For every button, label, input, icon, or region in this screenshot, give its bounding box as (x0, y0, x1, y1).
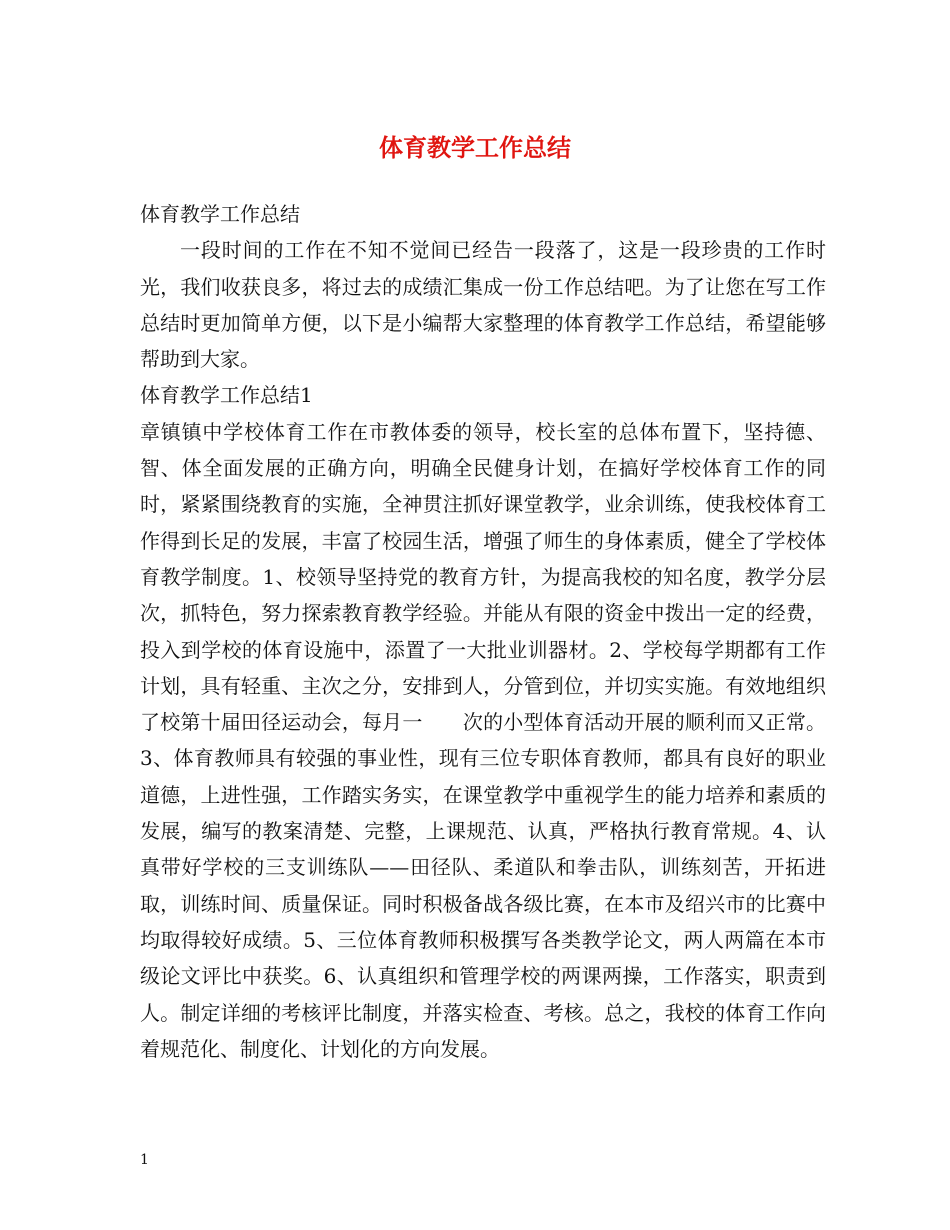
document-title: 体育教学工作总结 (379, 133, 571, 162)
section-heading: 体育教学工作总结 (140, 202, 300, 226)
body-paragraph: 章镇镇中学校体育工作在市教体委的领导，校长室的总体布置下，坚持德、智、体全面发展的正确方向，明确全民健身计划，在搞好学校体育工作的同时，紧紧围绕教育的实施，全神贯注抓好课堂教学，业余训练，使我校体育工作得到长足的发展，丰富了校园生活，增强了师生的身体素质，健全了学校体育教学制度。1、校领导坚持党的教育方针，为提高我校的知名度，教学分层次，抓特色，努力探索教育教学经验。并能从有限的资金中拨出一定的经费，投入到学校的体育设施中，添置了一大批业训器材。2、学校每学期都有工作计划，具有轻重、主次之分，安排到人，分管到位，并切实实施。有效地组织了校第十届田径运动会，每月一 次的小型体育活动开展的顺利而又正常。3、体育教师具有较强的事业性，现有三位专职体育教师，都具有良好的职业道德，上进性强，工作踏实务实，在课堂教学中重视学生的能力培养和素质的发展，编写的教案清楚、完整，上课规范、认真，严格执行教育常规。4、认真带好学校的三支训练队——田径队、柔道队和拳击队，训练刻苦，开拓进取，训练时间、质量保证。同时积极备战各级比赛，在本市及绍兴市的比赛中均取得较好成绩。5、三位体育教师积极撰写各类教学论文，两人两篇在本市级论文评比中获奖。6、认真组织和管理学校的两课两操，工作落实，职责到人。制定详细的考核评比制度，并落实检查、考核。总之，我校的体育工作向着规范化、制度化、计划化的方向发展。 (140, 419, 826, 1061)
section-subheading: 体育教学工作总结1 (140, 383, 313, 408)
document-body (140, 196, 826, 1067)
page-number: 1 (140, 1152, 149, 1168)
intro-paragraph: 一段时间的工作在不知不觉间已经告一段落了，这是一段珍贵的工作时光，我们收获良多，将过去的成绩汇集成一份工作总结吧。为了让您在写工作总结时更加简单方便，以下是小编帮大家整理的体育教学工作总结，希望能够帮助到大家。 (140, 238, 826, 372)
